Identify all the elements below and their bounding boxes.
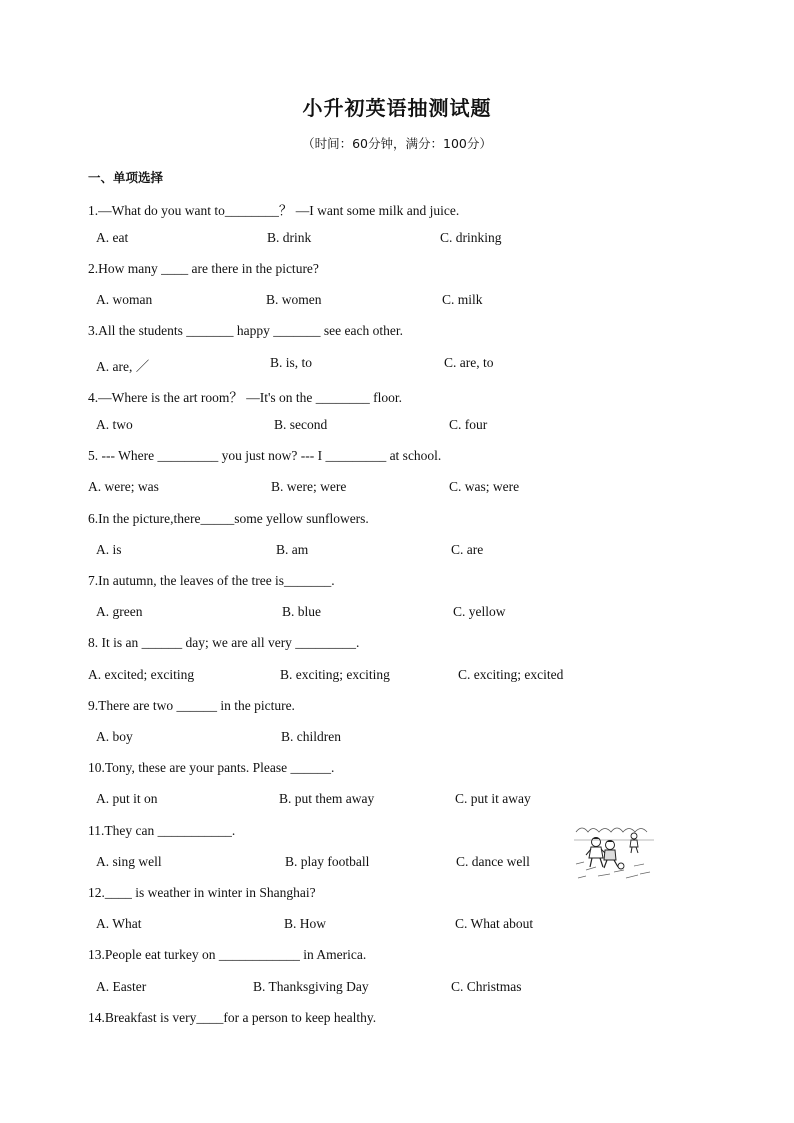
option-b: B. second	[274, 417, 328, 432]
question-text: 4.—Where is the art room？ —It's on the ________ floor.	[88, 390, 403, 405]
option-c: C. four	[449, 417, 488, 432]
question-text: 11.They can ___________.	[88, 823, 236, 838]
option-b: B. How	[284, 916, 327, 931]
option-b: B. is, to	[270, 355, 313, 370]
question-text: 7.In autumn, the leaves of the tree is_______.	[88, 573, 335, 588]
option-a: A. is	[96, 542, 122, 557]
option-b: B. women	[266, 292, 322, 307]
option-b: B. drink	[267, 230, 312, 245]
question-text: 2.How many ____ are there in the picture?	[88, 261, 319, 276]
option-c: C. milk	[442, 292, 483, 307]
question-text: 13.People eat turkey on ____________ in America.	[88, 947, 367, 962]
option-b: B. children	[281, 729, 341, 744]
option-a: A. What	[96, 916, 142, 931]
option-c: C. Christmas	[451, 979, 522, 994]
option-c: C. yellow	[453, 604, 506, 619]
question-text: 6.In the picture,there_____some yellow sunflowers.	[88, 511, 369, 526]
option-b: B. Thanksgiving Day	[253, 979, 369, 994]
question-text: 14.Breakfast is very____for a person to keep healthy.	[88, 1010, 377, 1025]
option-a: A. sing well	[96, 854, 162, 869]
question-text: 10.Tony, these are your pants. Please ______.	[88, 760, 335, 775]
question-text: 5. --- Where _________ you just now? --- I _________ at school.	[88, 448, 442, 463]
option-c: C. are, to	[444, 355, 494, 370]
question-text: 8. It is an ______ day; we are all very _________.	[88, 635, 360, 650]
option-c: C. dance well	[456, 854, 530, 869]
exam-subtitle: （时间：60分钟，满分：100分）	[302, 136, 492, 151]
option-a: A. boy	[96, 729, 133, 744]
option-a: A. put it on	[96, 791, 158, 806]
option-c: C. What about	[455, 916, 534, 931]
section-heading: 一、单项选择	[88, 170, 164, 185]
option-b: B. am	[276, 542, 309, 557]
option-c: C. drinking	[440, 230, 502, 245]
option-a: A. Easter	[96, 979, 147, 994]
option-a: A. two	[96, 417, 133, 432]
question-text: 12.____ is weather in winter in Shanghai?	[88, 885, 316, 900]
option-c: C. put it away	[455, 791, 531, 806]
page-title: 小升初英语抽测试题	[302, 96, 492, 120]
option-b: B. blue	[282, 604, 321, 619]
option-c: C. exciting; excited	[458, 667, 564, 682]
option-a: A. green	[96, 604, 143, 619]
question-text: 9.There are two ______ in the picture.	[88, 698, 295, 713]
option-a: A. eat	[96, 230, 129, 245]
option-a: A. are, ／	[96, 359, 150, 374]
option-c: C. was; were	[449, 479, 520, 494]
question-text: 3.All the students _______ happy _______ see each other.	[88, 323, 403, 338]
option-b: B. play football	[285, 854, 370, 869]
option-c: C. are	[451, 542, 484, 557]
option-b: B. were; were	[271, 479, 347, 494]
question-text: 1.—What do you want to________？ —I want some milk and juice.	[88, 203, 460, 218]
children-playing-football-illustration	[574, 818, 654, 884]
option-a: A. woman	[96, 292, 153, 307]
option-b: B. exciting; exciting	[280, 667, 390, 682]
option-a: A. were; was	[88, 479, 159, 494]
option-a: A. excited; exciting	[88, 667, 195, 682]
option-b: B. put them away	[279, 791, 375, 806]
